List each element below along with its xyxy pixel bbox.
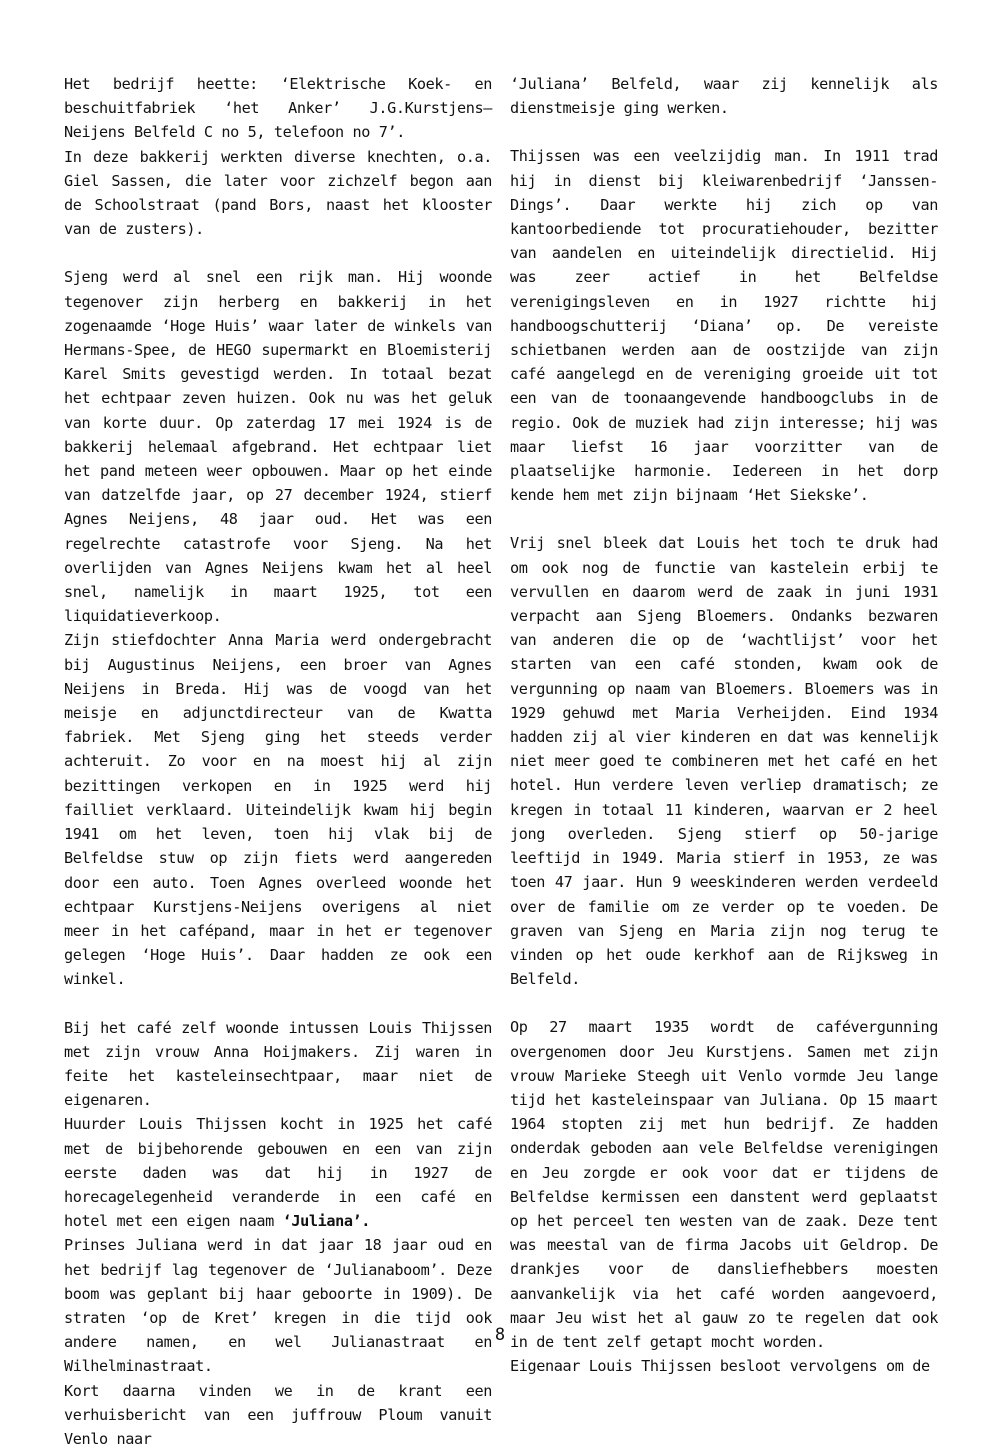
paragraph: Prinses Juliana werd in dat jaar 18 jaar oud en het bedrijf lag tegenover de ‘Julianaboom’. Deze boom was geplant bij haar geboorte in 1909). De straten ‘op de Kret’ kregen in die tijd ook andere namen, en wel Julianastraat en Wilhelminastraat.	[64, 1236, 492, 1376]
paragraph: Kort daarna vinden we in de krant een verhuisbericht van een juffrouw Ploum vanuit Venlo naar	[64, 1381, 492, 1448]
page-number: 8	[494, 1325, 506, 1345]
paragraph: ‘Juliana’ Belfeld, waar zij kennelijk als dienstmeisje ging werken.	[510, 75, 938, 118]
right-column	[510, 72, 938, 1378]
paragraph: Eigenaar Louis Thijssen besloot vervolgens om de	[510, 1357, 930, 1376]
left-column	[64, 72, 492, 1451]
paragraph: Bij het café zelf woonde intussen Louis Thijssen met zijn vrouw Anna Hoijmakers. Zij waren in feite het kasteleinsechtpaar, maar niet de eigenaren.	[64, 1018, 492, 1110]
paragraph: In deze bakkerij werkten diverse knechten, o.a. Giel Sassen, die later voor zichzelf begon aan de Schoolstraat (pand Bors, naast het klooster van de zusters).	[64, 147, 492, 239]
paragraph: Sjeng werd al snel een rijk man. Hij woonde tegenover zijn herberg en bakkerij in het zogenaamde ‘Hoge Huis’ waar later de winkels van Hermans-Spee, de HEGO supermarkt en Bloemisterij Karel Smits gevestigd werden. In totaal bezat het echtpaar zeven huizen. Ook nu was het geluk van korte duur. Op zaterdag 17 mei 1924 is de bakkerij helemaal afgebrand. Het echtpaar liet het pand meteen weer opbouwen. Maar op het einde van datzelfde jaar, op 27 december 1924, stierf Agnes Neijens, 48 jaar oud. Het was een regelrechte catastrofe voor Sjeng. Na het overlijden van Agnes Neijens kwam het al heel snel, namelijk in maart 1925, tot een liquidatieverkoop.	[64, 268, 492, 626]
paragraph: Zijn stiefdochter Anna Maria werd ondergebracht bij Augustinus Neijens, een broer van Agnes Neijens in Breda. Hij was de voogd van het meisje en adjunctdirecteur van de Kwatta fabriek. Met Sjeng ging het steeds verder achteruit. Zo voor en na moest hij al zijn bezittingen verkopen en in 1925 werd hij failliet verklaard. Uiteindelijk kwam hij begin 1941 om het leven, toen hij vlak bij de Belfeldse stuw op zijn fiets werd aangereden door een auto. Toen Agnes overleed woonde het echtpaar Kurstjens-Neijens overigens al niet meer in het cafépand, maar in het er tegenover gelegen ‘Hoge Huis’. Daar hadden ze ook een winkel.	[64, 631, 492, 989]
paragraph-text: Huurder Louis Thijssen kocht in 1925 het café met de bijbehorende gebouwen en een van zijn eerste daden was dat hij in 1927 de horecagelegenheid veranderde in een café en hotel met een eigen naam	[64, 1115, 492, 1231]
paragraph: Op 27 maart 1935 wordt de cafévergunning overgenomen door Jeu Kurstjens. Samen met zijn vrouw Marieke Steegh uit Venlo vormde Jeu lange tijd het kasteleinspaar van Juliana. Op 15 maart 1964 stopten zij met hun bedrijf. Ze hadden onderdak geboden aan vele Belfeldse verenigingen en Jeu zorgde er ook voor dat er tijdens de Belfeldse kermissen een danstent werd geplaatst op het perceel ten westen van de zaak. Deze tent was meestal van de firma Jacobs uit Geldrop. De drankjes voor de dansliefhebbers moesten aanvankelijk via het café worden aangevoerd, maar Jeu wist het al gauw zo te regelen dat ook in de tent zelf getapt mocht worden.	[510, 1018, 938, 1351]
cafe-name: ‘Juliana’.	[282, 1212, 371, 1231]
paragraph: Het bedrijf heette: ‘Elektrische Koek- en beschuitfabriek ‘het Anker’ J.G.Kurstjens–Neijens Belfeld C no 5, telefoon no 7’.	[64, 75, 492, 142]
paragraph: Thijssen was een veelzijdig man. In 1911 trad hij in dienst bij kleiwarenbedrijf ‘Janssen-Dings’. Daar werkte hij zich op van kantoorbediende tot procuratiehouder, bezitter van aandelen en uiteindelijk directielid. Hij was zeer actief in het Belfeldse verenigingsleven en in 1927 richtte hij handboogschutterij ‘Diana’ op. De vereiste schietbanen werden aan de oostzijde van zijn café aangelegd en de vereniging groeide uit tot een van de toonaangevende handboogclubs in de regio. Ook de muziek had zijn interesse; hij was maar liefst 16 jaar voorzitter van de plaatselijke harmonie. Iedereen in het dorp kende hem met zijn bijnaam ‘Het Siekske’.	[510, 147, 938, 505]
paragraph	[64, 1112, 492, 1233]
paragraph: Vrij snel bleek dat Louis het toch te druk had om ook nog de functie van kastelein erbij te vervullen en daarom werd de zaak in juni 1931 verpacht aan Sjeng Bloemers. Ondanks bezwaren van anderen die op de ‘wachtlijst’ voor het starten van een café stonden, kwam ook de vergunning op naam van Bloemers. Bloemers was in 1929 gehuwd met Maria Verheijden. Eind 1934 hadden zij al vier kinderen en dat was kennelijk niet meer goed te combineren met het café en het hotel. Hun verdere leven verliep dramatisch; ze kregen in totaal 11 kinderen, waarvan er 2 heel jong overleden. Sjeng stierf op 50-jarige leeftijd in 1949. Maria stierf in 1953, ze was toen 47 jaar. Hun 9 weeskinderen werden verdeeld over de familie om ze verder op te voeden. De graven van Sjeng en Maria zijn nog terug te vinden op het oude kerkhof aan de Rijksweg in Belfeld.	[510, 534, 938, 989]
